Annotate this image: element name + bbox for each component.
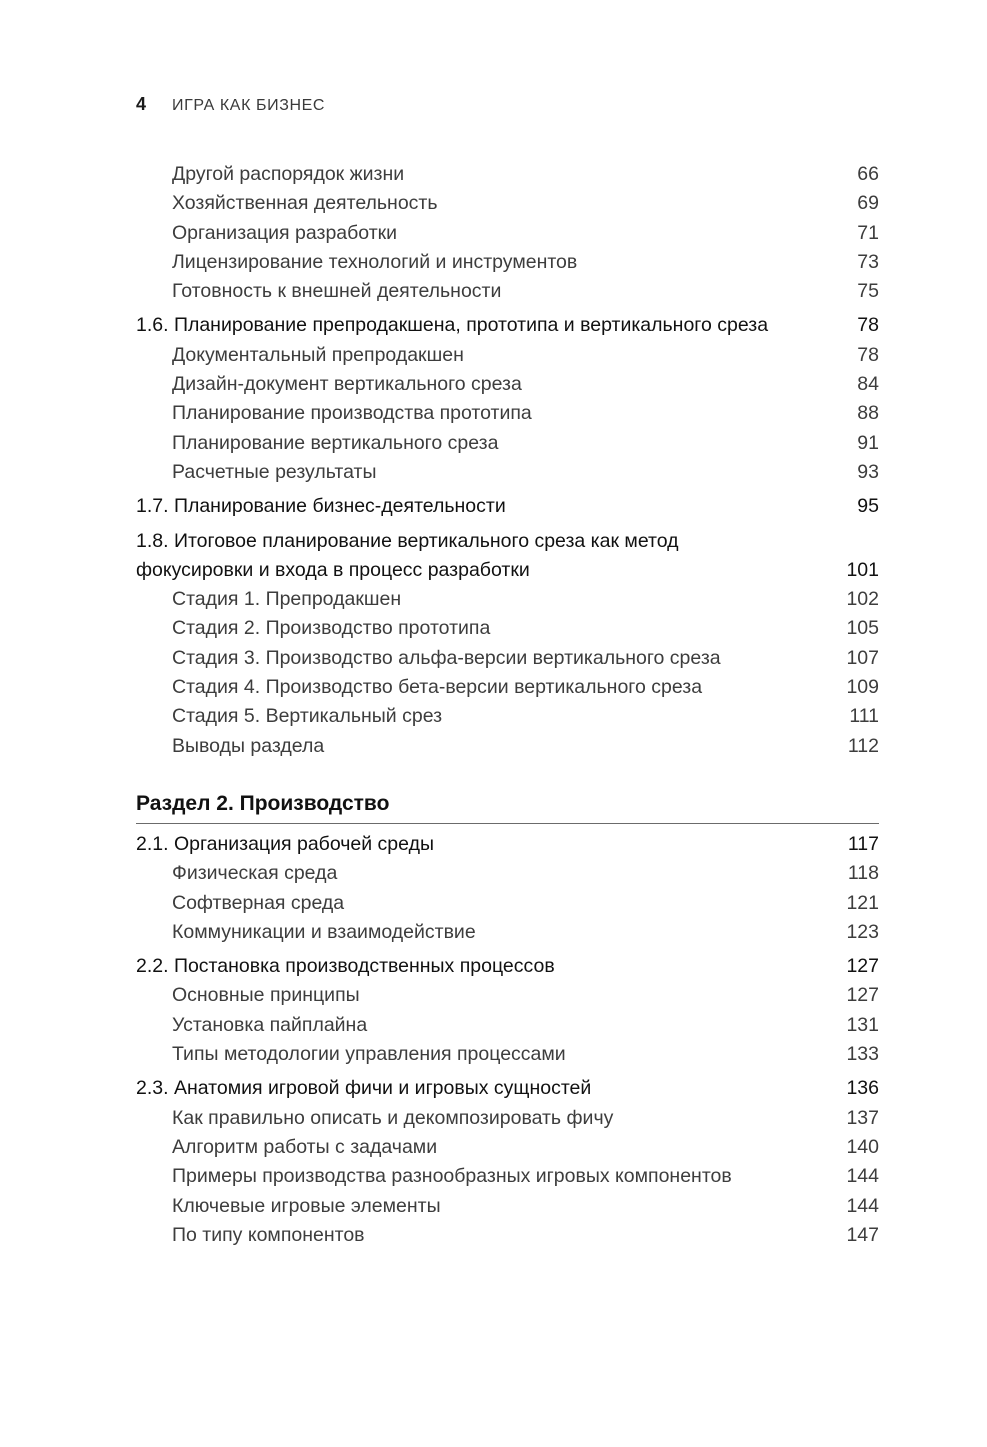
toc-subentry: Хозяйственная деятельность 69: [172, 192, 879, 215]
running-head: [136, 94, 325, 115]
toc-chapter-1-7: 1.7. Планирование бизнес-деятельности 95: [136, 495, 879, 518]
toc-subentry: Алгоритм работы с задачами 140: [172, 1135, 879, 1158]
toc-subentry: Дизайн-документ вертикального среза 84: [172, 373, 879, 396]
toc-subentry: Коммуникации и взаимодействие 123: [172, 920, 879, 943]
toc-subentry: Документальный препродакшен 78: [172, 343, 879, 366]
toc-subentry: Другой распорядок жизни 66: [172, 163, 879, 185]
toc-chapter-2-3: 2.3. Анатомия игровой фичи и игровых сущностей 136: [136, 1077, 879, 1100]
toc-chapter-1-8-line1: 1.8. Итоговое планирование вертикального среза как метод: [136, 529, 679, 552]
toc-subentry: Основные принципы 127: [172, 984, 879, 1007]
toc-subentry: Софтверная среда 121: [172, 891, 879, 914]
toc-chapter-2-1: 2.1. Организация рабочей среды 117: [136, 832, 879, 855]
toc-subentry: Стадия 3. Производство альфа-версии вертикального среза 107: [172, 646, 879, 669]
page-number: 4: [136, 94, 147, 114]
toc-chapter-1-8: [136, 527, 879, 586]
toc-chapter-1-6: 1.6. Планирование препродакшена, прототипа и вертикального среза 78: [136, 314, 879, 337]
toc-subentry: Расчетные результаты 93: [172, 460, 879, 483]
toc-subentry: По типу компонентов 147: [172, 1223, 879, 1246]
toc-subentry: Лицензирование технологий и инструментов 73: [172, 250, 879, 273]
toc-subentry: Физическая среда 118: [172, 862, 879, 885]
toc-chapter-2-2: 2.2. Постановка производственных процессов 127: [136, 955, 879, 978]
toc-subentry: Стадия 4. Производство бета-версии вертикального среза 109: [172, 676, 879, 699]
toc-subentry: Стадия 1. Препродакшен 102: [172, 588, 879, 611]
toc-subentry: Планирование вертикального среза 91: [172, 431, 879, 454]
toc-chapter-1-8-page: 101: [846, 558, 879, 581]
toc-chapter-1-8-line2: фокусировки и входа в процесс разработки: [136, 558, 530, 581]
toc-subentry: Организация разработки 71: [172, 221, 879, 244]
toc-subentry: Примеры производства разнообразных игровых компонентов 144: [172, 1165, 879, 1188]
toc-subentry: Стадия 2. Производство прототипа 105: [172, 617, 879, 640]
book-title: ИГРА КАК БИЗНЕС: [172, 97, 326, 114]
toc-subentry: Стадия 5. Вертикальный срез 111: [172, 705, 879, 728]
toc-subentry: Готовность к внешней деятельности 75: [172, 280, 879, 303]
toc-subentry: Выводы раздела 112: [172, 734, 879, 757]
toc-subentry: Ключевые игровые элементы 144: [172, 1194, 879, 1217]
toc-part-heading: Раздел 2. Производство: [136, 791, 879, 824]
toc-subentry: Установка пайплайна 131: [172, 1013, 879, 1036]
toc-subentry: Как правильно описать и декомпозировать фичу 137: [172, 1106, 879, 1129]
toc-subentry: Планирование производства прототипа 88: [172, 402, 879, 425]
toc-subentry: Типы методологии управления процессами 133: [172, 1043, 879, 1066]
table-of-contents: [136, 160, 879, 1250]
